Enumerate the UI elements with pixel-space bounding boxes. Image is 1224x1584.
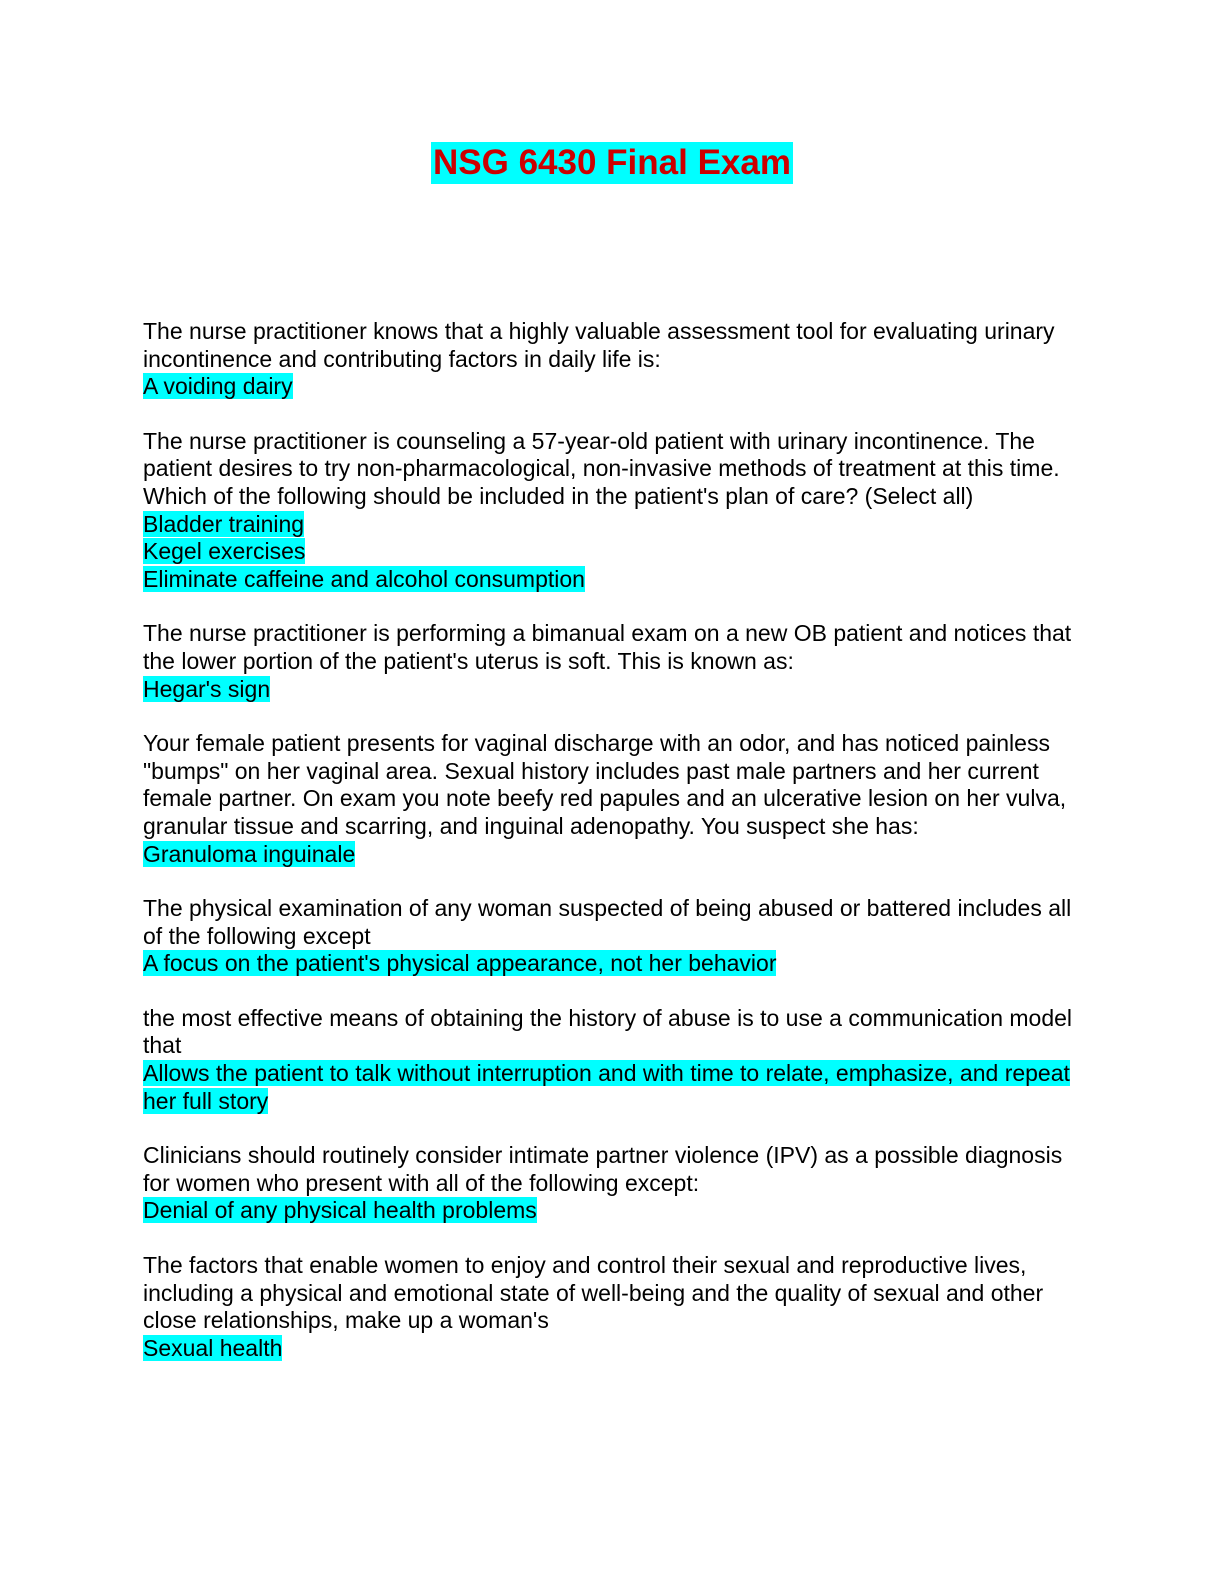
question-block	[143, 428, 1083, 594]
answer-item	[143, 566, 1083, 594]
answer-list	[143, 676, 1083, 704]
highlighted-answer-text: Allows the patient to talk without interruption and with time to relate, emphasize, and repeat her full story	[143, 1060, 1070, 1114]
question-list	[143, 318, 1083, 1389]
highlighted-answer-text: A focus on the patient's physical appearance, not her behavior	[143, 950, 777, 977]
question-block	[143, 620, 1083, 703]
answer-item	[143, 373, 1083, 401]
answer-item	[143, 1197, 1083, 1225]
answer-item	[143, 1335, 1083, 1363]
question-text: The nurse practitioner is performing a bimanual exam on a new OB patient and notices that the lower portion of the patient's uterus is soft. This is known as:	[143, 620, 1072, 674]
title-container	[0, 142, 1224, 184]
question-block	[143, 730, 1083, 868]
question-text: The physical examination of any woman suspected of being abused or battered includes all of the following except	[143, 895, 1072, 949]
question-block	[143, 318, 1083, 401]
highlighted-answer-text: Denial of any physical health problems	[143, 1197, 537, 1224]
question-text: Clinicians should routinely consider intimate partner violence (IPV) as a possible diagnosis for women who present with all of the following except:	[143, 1142, 1063, 1196]
answer-list	[143, 1197, 1083, 1225]
answer-list	[143, 511, 1083, 594]
answer-item	[143, 1060, 1083, 1115]
answer-list	[143, 841, 1083, 869]
highlighted-answer-text: Hegar's sign	[143, 675, 271, 702]
answer-item	[143, 841, 1083, 869]
question-block	[143, 1005, 1083, 1115]
question-text: The nurse practitioner knows that a highly valuable assessment tool for evaluating urinary incontinence and contributing factors in daily life is:	[143, 318, 1055, 372]
answer-item	[143, 511, 1083, 539]
highlighted-answer-text: Sexual health	[143, 1334, 283, 1361]
question-text: The factors that enable women to enjoy and control their sexual and reproductive lives, including a physical and emotional state of well-being and the quality of sexual and other close relationships, make up a woman's	[143, 1252, 1044, 1334]
answer-list	[143, 1335, 1083, 1363]
question-text: the most effective means of obtaining the history of abuse is to use a communication model that	[143, 1004, 1073, 1059]
question-text: Your female patient presents for vaginal discharge with an odor, and has noticed painless "bumps" on her vaginal area. Sexual history includes past male partners and her current female partner. On exam you note beefy red papules and an ulcerative lesion on her vulva, granular tissue and scarring, and inguinal adenopathy. You suspect she has:	[143, 730, 1067, 839]
highlighted-answer-text: A voiding dairy	[143, 373, 293, 400]
highlighted-answer-text: Eliminate caffeine and alcohol consumption	[143, 565, 585, 592]
highlighted-answer-text: Bladder training	[143, 510, 305, 537]
answer-item	[143, 950, 1083, 978]
answer-item	[143, 676, 1083, 704]
answer-list	[143, 373, 1083, 401]
answer-item	[143, 538, 1083, 566]
question-block	[143, 895, 1083, 978]
answer-list	[143, 1060, 1083, 1115]
question-text: The nurse practitioner is counseling a 57-year-old patient with urinary incontinence. The patient desires to try non-pharmacological, non-invasive methods of treatment at this time. Which of the following should be included in the patient's plan of care? (Select all)	[143, 427, 1060, 509]
document-title: NSG 6430 Final Exam	[433, 143, 791, 182]
highlighted-answer-text: Granuloma inguinale	[143, 840, 356, 867]
highlighted-answer-text: Kegel exercises	[143, 538, 306, 565]
question-block	[143, 1252, 1083, 1362]
question-block	[143, 1142, 1083, 1225]
answer-list	[143, 950, 1083, 978]
